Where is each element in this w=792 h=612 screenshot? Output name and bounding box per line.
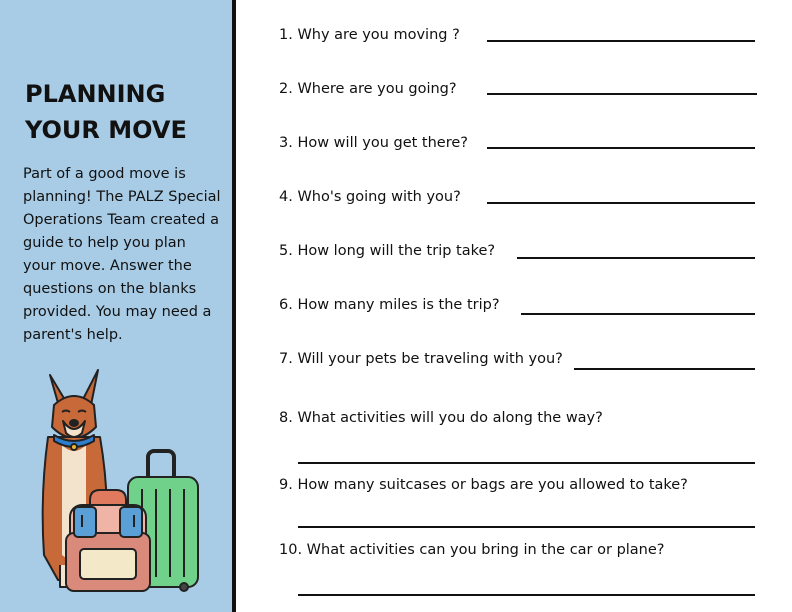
question-7: 7. Will your pets be traveling with you? (279, 351, 563, 367)
answer-blank-5[interactable] (517, 257, 755, 259)
question-8: 8. What activities will you do along the way? (279, 410, 603, 426)
answer-blank-9[interactable] (298, 526, 755, 528)
question-4: 4. Who's going with you? (279, 189, 461, 205)
title-line-1: PLANNING (25, 80, 166, 108)
intro-text: Part of a good move is planning! The PALZ Special Operations Team created a guide to help you plan your move. Answer the questions on the blanks provided. You may need a parent's help. (23, 166, 221, 343)
answer-blank-3[interactable] (487, 147, 755, 149)
question-3: 3. How will you get there? (279, 135, 468, 151)
question-2: 2. Where are you going? (279, 81, 457, 97)
question-10: 10. What activities can you bring in the car or plane? (279, 542, 665, 558)
vertical-divider (232, 0, 236, 612)
page-title (25, 76, 225, 148)
question-1: 1. Why are you moving ? (279, 27, 460, 43)
answer-blank-7[interactable] (574, 368, 755, 370)
answer-blank-1[interactable] (487, 40, 755, 42)
question-9: 9. How many suitcases or bags are you allowed to take? (279, 477, 688, 493)
sidebar (0, 0, 232, 612)
answer-blank-6[interactable] (521, 313, 755, 315)
title-line-2: YOUR MOVE (25, 116, 187, 144)
answer-blank-2[interactable] (487, 93, 757, 95)
answer-blank-8[interactable] (298, 462, 755, 464)
question-6: 6. How many miles is the trip? (279, 297, 500, 313)
answer-blank-4[interactable] (487, 202, 755, 204)
answer-blank-10[interactable] (298, 594, 755, 596)
question-5: 5. How long will the trip take? (279, 243, 496, 259)
travel-illustration (30, 365, 220, 595)
backpack-icon (66, 490, 150, 591)
